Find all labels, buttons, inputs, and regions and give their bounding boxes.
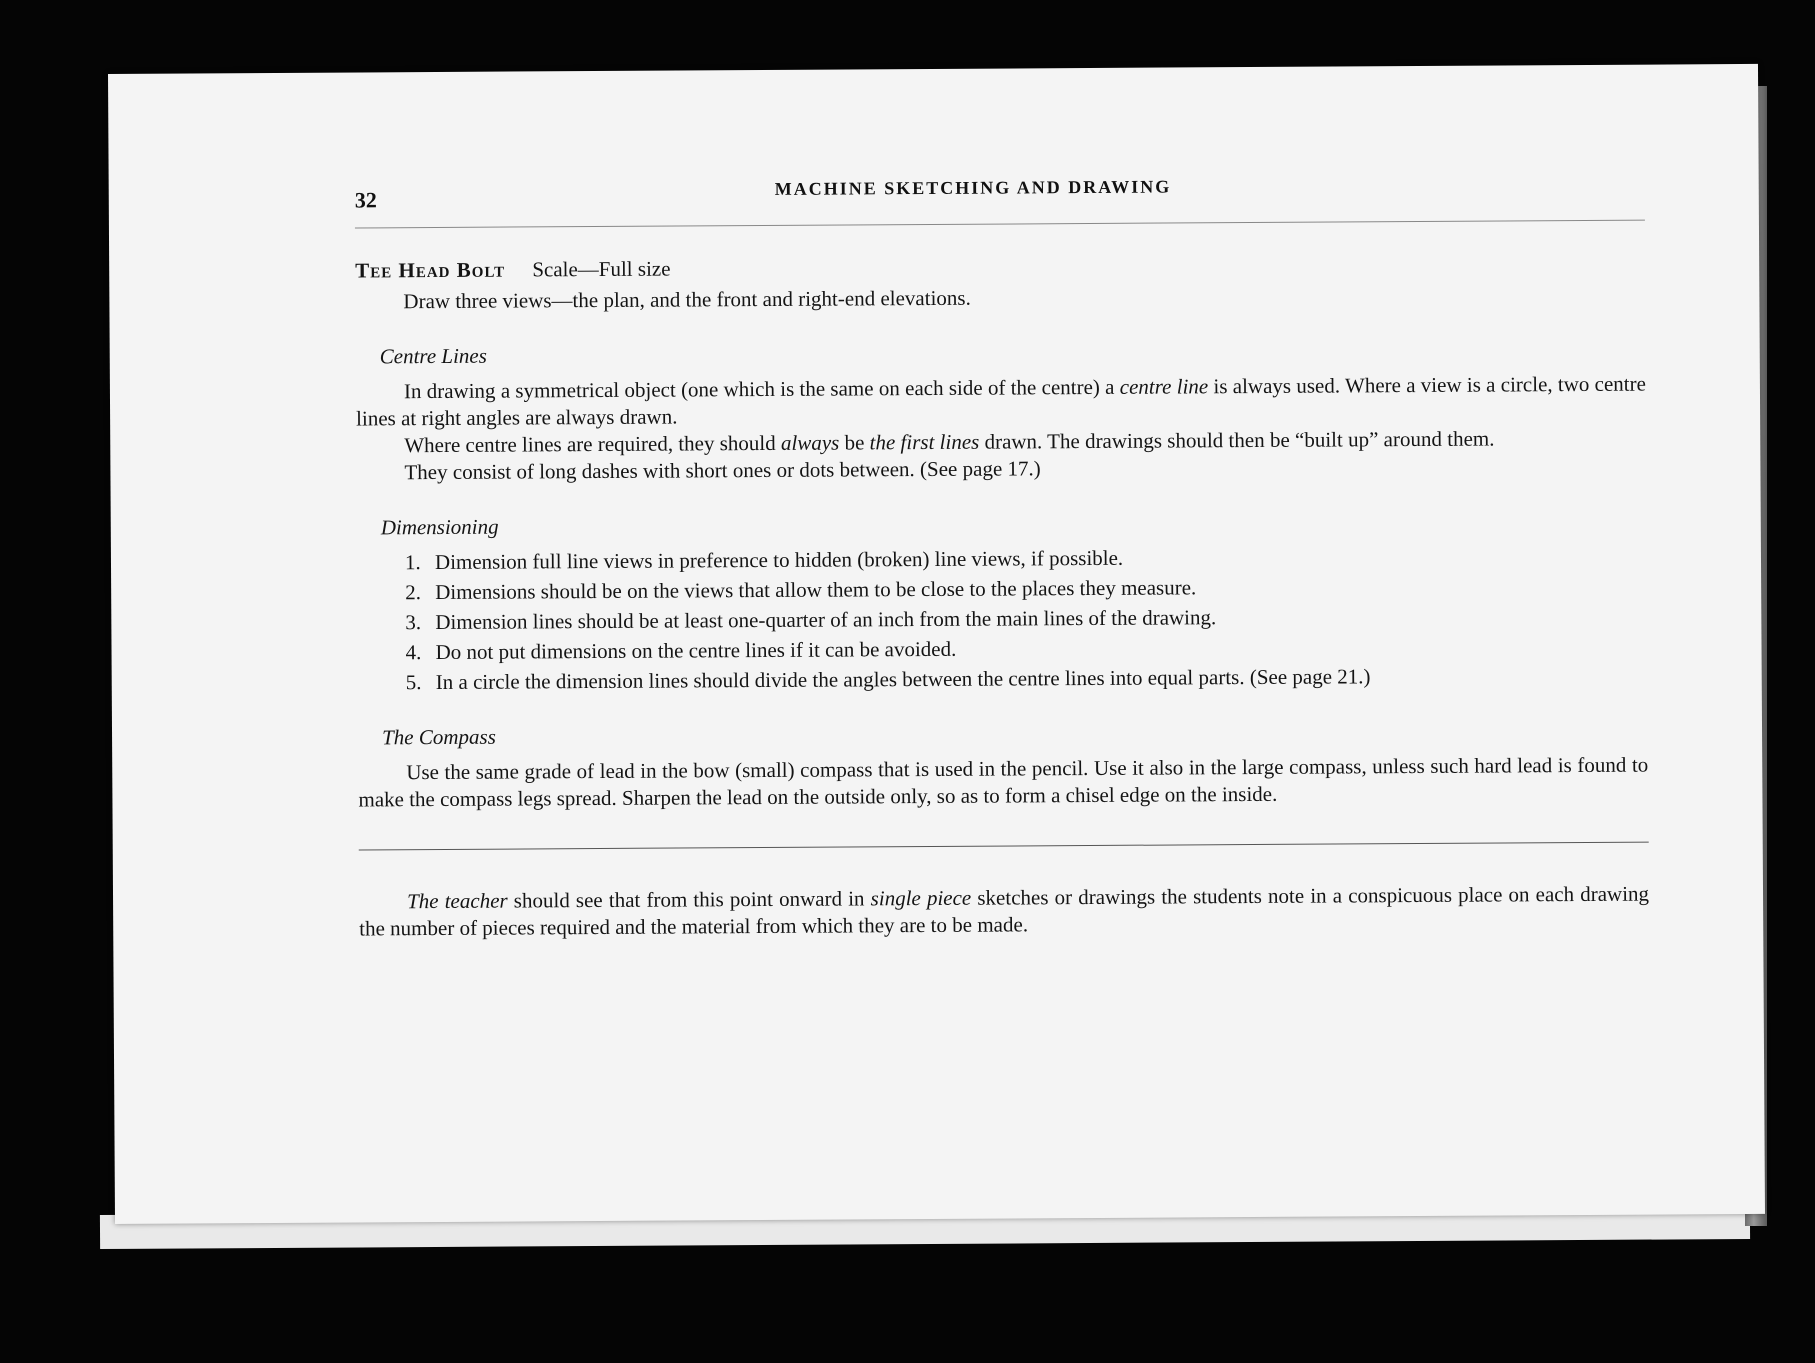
compass-heading: The Compass [381,724,496,750]
dimensioning-heading: Dimensioning [380,514,499,540]
list-text: Do not put dimensions on the centre lines if it can be avoided. [435,636,957,665]
running-title: MACHINE SKETCHING AND DRAWING [774,176,1172,199]
text-run: drawn. The drawings should then be “built up” around them. [979,426,1495,454]
emphasis: the first lines [869,429,980,455]
text-run: be [839,430,870,455]
list-item [405,632,1647,667]
list-text: Dimension lines should be at least one-quarter of an inch from the main lines of the drawing. [435,605,1217,635]
text-run: is always used. Where a view is a circle, two centre lines at right angles are always drawn. [356,371,1646,431]
tee-head-bolt-instruction: Draw three views—the plan, and the front and right-end elevations. [403,285,971,314]
text-run: sketches or drawings the students note in a conspicuous place on each drawing the number of pieces required and the material from which they are to be made. [359,881,1650,941]
header-rule [355,220,1645,229]
tee-head-bolt-title: Tee Head Bolt [355,257,506,283]
emphasis: The teacher [406,888,508,914]
emphasis: single piece [870,885,972,911]
list-item [405,572,1647,607]
tee-head-bolt-heading [355,250,1645,285]
compass-paragraph: Use the same grade of lead in the bow (small) compass that is used in the pencil. Use it also in the large compass, unless such hard lead is found to make the compass legs spread. Sharpen the lead on the outside only, so as to form a chisel edge on the inside. [358,752,1649,812]
page-header [354,176,1645,228]
text-run: should see that from this point onward in [507,886,871,913]
page-body [355,250,1649,943]
text-run: Where centre lines are required, they should [404,430,782,458]
list-number: 1. [404,550,421,575]
section-divider [359,842,1649,851]
list-number: 3. [405,610,422,635]
scale-label: Scale—Full size [532,256,671,282]
list-text: In a circle the dimension lines should divide the angles between the centre lines into equal parts. (See page 21.) [435,664,1371,695]
dimensioning-list [405,542,1648,697]
list-number: 5. [405,670,422,695]
emphasis: centre line [1119,374,1209,399]
page-number: 32 [354,187,377,213]
teacher-note [359,881,1649,943]
text-run: In drawing a symmetrical object (one which is the same on each side of the centre) a [403,374,1120,404]
list-number: 2. [405,580,421,605]
book-page [108,64,1765,1224]
list-item [406,662,1648,697]
centre-lines-paragraph-3: They consist of long dashes with short ones or dots between. (See page 17.) [404,456,1041,485]
centre-lines-heading: Centre Lines [379,343,487,369]
centre-lines-paragraph-1 [356,371,1646,433]
list-item [405,602,1647,637]
emphasis: always [780,430,840,455]
list-text: Dimension full line views in preference to hidden (broken) line views, if possible. [434,545,1124,575]
list-item [405,542,1647,577]
list-text: Dimensions should be on the views that allow them to be close to the places they measure. [435,575,1197,605]
list-number: 4. [405,640,422,665]
